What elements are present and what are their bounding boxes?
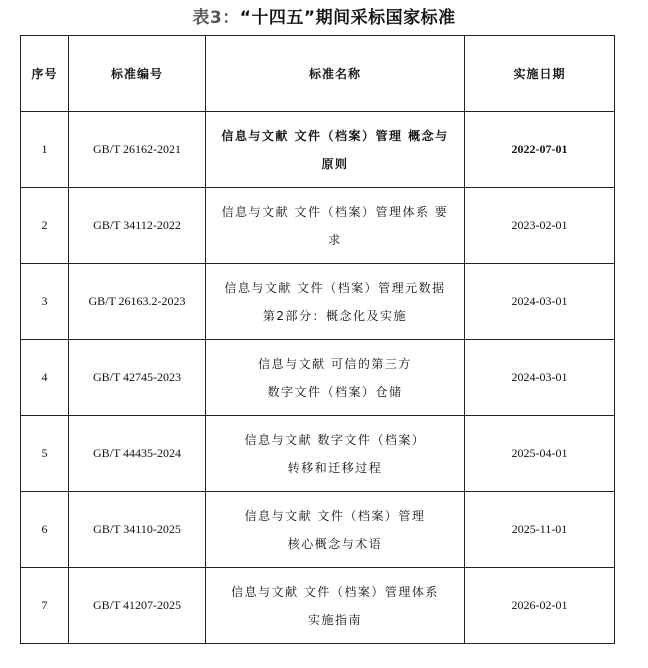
row-index: 3 (21, 264, 69, 340)
table-row (21, 568, 615, 644)
row-date: 2022-07-01 (465, 112, 615, 188)
row-date: 2024-03-01 (465, 264, 615, 340)
table-row (21, 492, 615, 568)
row-index: 2 (21, 188, 69, 264)
row-name (206, 340, 465, 416)
row-date: 2026-02-01 (465, 568, 615, 644)
table-row (21, 340, 615, 416)
row-code: GB/T 42745-2023 (69, 340, 206, 416)
row-name-line2: 求 (328, 232, 342, 247)
table-row (21, 112, 615, 188)
row-index: 5 (21, 416, 69, 492)
row-code: GB/T 44435-2024 (69, 416, 206, 492)
row-name-line2: 核心概念与术语 (287, 536, 383, 551)
row-name-line2: 实施指南 (307, 612, 362, 627)
header-name: 标准名称 (206, 36, 465, 112)
table-header-row (21, 36, 615, 112)
row-code: GB/T 34112-2022 (69, 188, 206, 264)
row-index: 1 (21, 112, 69, 188)
table-title-prefix: 表3： (192, 8, 240, 28)
table-title-text: “十四五”期间采标国家标准 (239, 8, 456, 28)
row-index: 4 (21, 340, 69, 416)
row-date: 2024-03-01 (465, 340, 615, 416)
row-name-line1: 信息与文献 文件（档案）管理 (244, 508, 426, 523)
row-code: GB/T 26162-2021 (69, 112, 206, 188)
row-name-line1: 信息与文献 文件（档案）管理 概念与 (221, 128, 449, 143)
row-code: GB/T 34110-2025 (69, 492, 206, 568)
row-code: GB/T 26163.2-2023 (69, 264, 206, 340)
row-name-line1: 信息与文献 文件（档案）管理体系 要 (221, 204, 449, 219)
standards-table (20, 35, 615, 644)
row-name (206, 188, 465, 264)
row-name (206, 568, 465, 644)
header-date: 实施日期 (465, 36, 615, 112)
row-name-line2: 第2部分：概念化及实施 (262, 308, 408, 323)
row-name-line2: 转移和迁移过程 (287, 460, 383, 475)
row-name (206, 492, 465, 568)
row-index: 6 (21, 492, 69, 568)
table-title (0, 6, 648, 30)
table-row (21, 416, 615, 492)
table-body (21, 112, 615, 644)
row-code: GB/T 41207-2025 (69, 568, 206, 644)
row-name (206, 416, 465, 492)
row-name-line2: 原则 (321, 156, 349, 171)
row-name-line1: 信息与文献 文件（档案）管理元数据 (224, 280, 446, 295)
row-name-line2: 数字文件（档案）仓储 (267, 384, 403, 399)
header-code: 标准编号 (69, 36, 206, 112)
row-name-line1: 信息与文献 文件（档案）管理体系 (231, 584, 439, 599)
row-date: 2023-02-01 (465, 188, 615, 264)
row-name (206, 264, 465, 340)
table-row (21, 188, 615, 264)
row-name-line1: 信息与文献 可信的第三方 (258, 356, 412, 371)
table-row (21, 264, 615, 340)
row-name (206, 112, 465, 188)
row-name-line1: 信息与文献 数字文件（档案） (244, 432, 426, 447)
row-date: 2025-04-01 (465, 416, 615, 492)
row-date: 2025-11-01 (465, 492, 615, 568)
header-index: 序号 (21, 36, 69, 112)
row-index: 7 (21, 568, 69, 644)
